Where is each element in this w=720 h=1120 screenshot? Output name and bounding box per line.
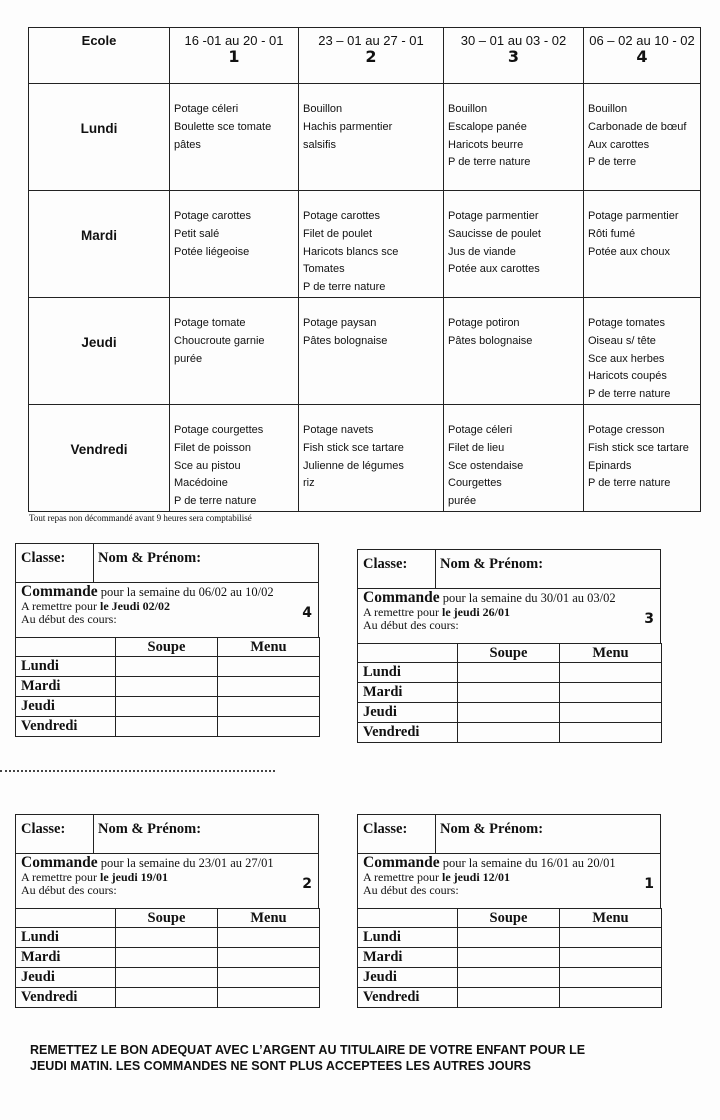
order-day-label: Jeudi: [358, 703, 458, 723]
meal-item: Rôti fumé: [588, 227, 636, 240]
classe-field[interactable]: Classe:: [358, 550, 436, 588]
order-day-label: Vendredi: [16, 717, 116, 737]
meal-item: pâtes: [174, 138, 201, 151]
meal-item: Sce au pistou: [174, 459, 241, 472]
menu-cell[interactable]: [560, 948, 662, 968]
menu-table: [28, 27, 701, 512]
order-info: [357, 854, 661, 908]
menu-cell[interactable]: [560, 663, 662, 683]
menu-row-jeudi: [29, 298, 701, 405]
meal-item: Haricots beurre: [448, 138, 524, 151]
menu-cell: [584, 405, 701, 512]
semaine-prefix: pour la semaine du: [439, 591, 541, 605]
name-field[interactable]: Nom & Prénom:: [98, 550, 202, 566]
meal-item: Filet de poulet: [303, 227, 373, 240]
meal-item: Potage parmentier: [588, 210, 679, 222]
meal-item: Bouillon: [448, 103, 488, 115]
order-grid-header: [358, 909, 662, 928]
week-dates: 16 -01 au 20 - 01: [184, 33, 284, 48]
deadline-date: le jeudi 19/01: [99, 870, 168, 884]
deadline-line: [363, 606, 655, 619]
menu-cell: [584, 298, 701, 405]
order-row: [16, 717, 320, 737]
classe-field[interactable]: Classe:: [16, 544, 94, 582]
meal-item: Pâtes bolognaise: [448, 334, 533, 347]
week-header-2: [299, 28, 444, 84]
meal-item: Epinards: [588, 459, 632, 472]
meal-item: riz: [303, 477, 315, 490]
menu-header: Menu: [560, 644, 662, 663]
remettre-prefix: A remettre pour: [21, 599, 100, 613]
meal-item: Potage parmentier: [448, 210, 539, 222]
order-row: [358, 928, 662, 948]
meal-item: Fish stick sce tartare: [588, 441, 689, 454]
meal-item: Tomates: [303, 263, 345, 276]
menu-cell: [170, 405, 299, 512]
day-label: Lundi: [29, 84, 170, 191]
order-day-label: Lundi: [16, 657, 116, 677]
menu-cell[interactable]: [560, 683, 662, 703]
week-number: 3: [644, 611, 654, 627]
order-row: [358, 683, 662, 703]
soupe-header: Soupe: [458, 644, 560, 663]
menu-row-lundi: [29, 84, 701, 191]
menu-cell: [170, 191, 299, 298]
form-header: [15, 814, 319, 854]
order-row: [16, 948, 320, 968]
day-label: Mardi: [29, 191, 170, 298]
menu-cell[interactable]: [560, 968, 662, 988]
deadline-date: le jeudi 12/01: [441, 870, 510, 884]
week-header-1: [170, 28, 299, 84]
menu-cell[interactable]: [560, 988, 662, 1008]
meal-item: purée: [174, 352, 203, 365]
menu-cell: [444, 191, 584, 298]
soupe-cell[interactable]: [116, 697, 218, 717]
menu-cell[interactable]: [560, 928, 662, 948]
soupe-cell[interactable]: [116, 928, 218, 948]
meal-item: Fish stick sce tartare: [303, 441, 404, 454]
order-row: [358, 948, 662, 968]
order-day-label: Vendredi: [358, 723, 458, 743]
menu-cell: [299, 84, 444, 191]
meal-item: Courgettes: [448, 477, 502, 490]
order-row: [358, 968, 662, 988]
note-text: Tout repas non décommandé avant 9 heures sera comptabilisé: [29, 513, 252, 523]
menu-cell: [299, 298, 444, 405]
menu-cell: [299, 405, 444, 512]
order-row: [358, 703, 662, 723]
menu-cell[interactable]: [218, 988, 320, 1008]
meal-item: Potage tomate: [174, 317, 246, 329]
menu-cell: [299, 191, 444, 298]
menu-cell: [584, 84, 701, 191]
soupe-cell[interactable]: [458, 703, 560, 723]
week-dates: 06 – 02 au 10 - 02: [589, 33, 695, 48]
name-field[interactable]: Nom & Prénom:: [440, 556, 544, 572]
form-header: [15, 543, 319, 583]
order-grid-header: [16, 909, 320, 928]
remettre-prefix: A remettre pour: [363, 605, 442, 619]
order-day-label: Lundi: [16, 928, 116, 948]
order-day-label: Vendredi: [16, 988, 116, 1008]
menu-cell: [444, 84, 584, 191]
meal-item: Hachis parmentier: [303, 120, 393, 133]
menu-body: [29, 84, 701, 512]
footer-line: JEUDI MATIN. LES COMMANDES NE SONT PLUS ACCEPTEES LES AUTRES JOURS: [30, 1059, 531, 1073]
meal-item: Choucroute garnie: [174, 334, 265, 347]
empty-header: [358, 644, 458, 663]
order-row: [16, 968, 320, 988]
soupe-cell[interactable]: [458, 988, 560, 1008]
semaine-dates: 16/01 au 20/01: [540, 856, 616, 870]
order-day-label: Mardi: [16, 677, 116, 697]
empty-header: [16, 638, 116, 657]
commande-label: Commande: [21, 583, 98, 600]
debut-cours-label: Au début des cours:: [363, 882, 459, 897]
order-form-week-3: [357, 549, 661, 743]
menu-cell: [584, 191, 701, 298]
meal-item: Haricots blancs sce: [303, 245, 399, 258]
menu-header: Menu: [218, 909, 320, 928]
meal-item: P de terre nature: [588, 388, 671, 401]
order-day-label: Jeudi: [358, 968, 458, 988]
meal-item: Potage tomates: [588, 317, 666, 329]
meal-item: Potage courgettes: [174, 424, 264, 436]
menu-cell[interactable]: [218, 677, 320, 697]
soupe-cell[interactable]: [116, 988, 218, 1008]
week-number: 4: [302, 605, 312, 621]
order-row: [16, 928, 320, 948]
order-week-line: [21, 584, 313, 600]
form-header: [357, 814, 661, 854]
semaine-dates: 23/01 au 27/01: [198, 856, 274, 870]
meal-item: salsifis: [303, 138, 337, 151]
order-day-label: Mardi: [358, 683, 458, 703]
footer-instructions: [30, 1042, 690, 1074]
soupe-cell[interactable]: [458, 948, 560, 968]
order-row: [358, 988, 662, 1008]
order-grid-header: [16, 638, 320, 657]
remettre-prefix: A remettre pour: [21, 870, 100, 884]
meal-item: Potage céleri: [174, 103, 239, 115]
meal-item: Potage navets: [303, 424, 374, 436]
order-row: [358, 723, 662, 743]
meal-item: Boulette sce tomate: [174, 120, 272, 133]
menu-cell[interactable]: [218, 928, 320, 948]
debut-cours-label: Au début des cours:: [363, 617, 459, 632]
order-row: [358, 663, 662, 683]
menu-cell[interactable]: [218, 948, 320, 968]
meal-item: Sce ostendaise: [448, 459, 524, 472]
deadline-date: le Jeudi 02/02: [99, 599, 170, 613]
meal-item: Potage carottes: [174, 210, 252, 222]
order-week-line: [21, 855, 313, 871]
menu-cell[interactable]: [560, 703, 662, 723]
menu-header-row: [29, 28, 701, 84]
meal-item: Haricots coupés: [588, 370, 667, 383]
deadline-date: le jeudi 26/01: [441, 605, 510, 619]
order-info: [15, 854, 319, 908]
meal-item: Filet de lieu: [448, 441, 505, 454]
order-form-week-2: [15, 814, 319, 1008]
meal-item: Aux carottes: [588, 138, 650, 151]
soupe-cell[interactable]: [116, 948, 218, 968]
soupe-cell[interactable]: [116, 677, 218, 697]
order-day-label: Mardi: [16, 948, 116, 968]
meal-item: Potage potiron: [448, 317, 520, 329]
menu-cell[interactable]: [218, 717, 320, 737]
week-dates: 23 – 01 au 27 - 01: [318, 33, 424, 48]
soupe-cell[interactable]: [116, 717, 218, 737]
soupe-header: Soupe: [116, 638, 218, 657]
commande-label: Commande: [21, 854, 98, 871]
soupe-header: Soupe: [116, 909, 218, 928]
menu-cell: [444, 405, 584, 512]
order-row: [16, 988, 320, 1008]
order-day-label: Lundi: [358, 928, 458, 948]
meal-item: Potée liégeoise: [174, 245, 250, 258]
order-form-week-1: [357, 814, 661, 1008]
meal-item: Potage paysan: [303, 317, 377, 329]
commande-label: Commande: [363, 854, 440, 871]
semaine-dates: 06/02 au 10/02: [198, 585, 274, 599]
order-row: [16, 677, 320, 697]
menu-header: Menu: [218, 638, 320, 657]
meal-item: Carbonade de bœuf: [588, 120, 687, 133]
menu-cell[interactable]: [560, 723, 662, 743]
semaine-prefix: pour la semaine du: [97, 585, 199, 599]
meal-item: P de terre nature: [588, 477, 671, 490]
order-info: [357, 589, 661, 643]
meal-item: Sce aux herbes: [588, 352, 665, 365]
empty-header: [16, 909, 116, 928]
meal-item: Potage céleri: [448, 424, 513, 436]
cut-line: [0, 770, 275, 772]
deadline-line: [21, 600, 313, 613]
meal-item: Bouillon: [588, 103, 628, 115]
order-row: [16, 657, 320, 677]
order-day-label: Jeudi: [16, 968, 116, 988]
soupe-cell[interactable]: [458, 968, 560, 988]
order-week-line: [363, 855, 655, 871]
meal-item: Filet de poisson: [174, 441, 252, 454]
meal-item: Potage cresson: [588, 424, 665, 436]
order-grid: [357, 643, 662, 743]
meal-item: Petit salé: [174, 227, 220, 240]
classe-field[interactable]: Classe:: [358, 815, 436, 853]
week-number: 2: [302, 876, 312, 892]
debut-cours-label: Au début des cours:: [21, 882, 117, 897]
menu-row-vendredi: [29, 405, 701, 512]
menu-cell: [170, 298, 299, 405]
meal-item: Potée aux carottes: [448, 263, 540, 276]
remettre-prefix: A remettre pour: [363, 870, 442, 884]
week-dates: 30 – 01 au 03 - 02: [460, 33, 567, 48]
order-grid: [15, 637, 320, 737]
order-day-label: Lundi: [358, 663, 458, 683]
meal-item: Potage carottes: [303, 210, 381, 222]
order-day-label: Mardi: [358, 948, 458, 968]
order-day-label: Vendredi: [358, 988, 458, 1008]
commande-label: Commande: [363, 589, 440, 606]
order-row: [16, 697, 320, 717]
soupe-cell[interactable]: [458, 663, 560, 683]
deadline-line: [363, 871, 655, 884]
ecole-header: Ecole: [29, 28, 170, 84]
soupe-cell[interactable]: [116, 968, 218, 988]
meal-item: Escalope panée: [448, 120, 527, 133]
meal-item: Jus de viande: [448, 245, 516, 258]
order-grid-header: [358, 644, 662, 663]
semaine-prefix: pour la semaine du: [439, 856, 541, 870]
menu-cell[interactable]: [218, 968, 320, 988]
meal-item: P de terre: [588, 156, 637, 169]
week-header-4: [584, 28, 701, 84]
meal-item: P de terre nature: [448, 156, 531, 169]
soupe-cell[interactable]: [458, 683, 560, 703]
meal-item: P de terre nature: [174, 495, 257, 508]
soupe-cell[interactable]: [458, 723, 560, 743]
meal-item: purée: [448, 495, 477, 508]
meal-item: Julienne de légumes: [303, 459, 404, 472]
footer-line: REMETTEZ LE BON ADEQUAT AVEC L’ARGENT AU TITULAIRE DE VOTRE ENFANT POUR LE: [30, 1043, 586, 1057]
debut-cours-label: Au début des cours:: [21, 611, 117, 626]
meal-item: Pâtes bolognaise: [303, 334, 388, 347]
classe-field[interactable]: Classe:: [16, 815, 94, 853]
order-grid: [357, 908, 662, 1008]
meal-item: Macédoine: [174, 477, 228, 490]
week-header-3: [444, 28, 584, 84]
empty-header: [358, 909, 458, 928]
week-number: 3: [507, 47, 520, 66]
menu-cell[interactable]: [218, 697, 320, 717]
day-label: Jeudi: [29, 298, 170, 405]
soupe-cell[interactable]: [116, 657, 218, 677]
meal-item: P de terre nature: [303, 281, 386, 294]
meal-item: Potée aux choux: [588, 245, 670, 258]
order-week-line: [363, 590, 655, 606]
deadline-line: [21, 871, 313, 884]
order-form-week-4: [15, 543, 319, 737]
name-field[interactable]: Nom & Prénom:: [440, 821, 544, 837]
day-label: Vendredi: [29, 405, 170, 512]
soupe-header: Soupe: [458, 909, 560, 928]
menu-row-mardi: [29, 191, 701, 298]
order-info: [15, 583, 319, 637]
week-number: 1: [228, 47, 240, 66]
menu-header: Menu: [560, 909, 662, 928]
soupe-cell[interactable]: [458, 928, 560, 948]
semaine-prefix: pour la semaine du: [97, 856, 199, 870]
name-field[interactable]: Nom & Prénom:: [98, 821, 202, 837]
meal-item: Bouillon: [303, 103, 343, 115]
week-number: 2: [365, 47, 377, 66]
order-day-label: Jeudi: [16, 697, 116, 717]
week-number: 4: [636, 47, 648, 66]
menu-cell: [170, 84, 299, 191]
form-header: [357, 549, 661, 589]
menu-cell[interactable]: [218, 657, 320, 677]
meal-item: Saucisse de poulet: [448, 227, 541, 240]
order-grid: [15, 908, 320, 1008]
meal-item: Oiseau s/ tête: [588, 334, 656, 347]
week-number: 1: [644, 876, 654, 892]
semaine-dates: 30/01 au 03/02: [540, 591, 616, 605]
menu-cell: [444, 298, 584, 405]
